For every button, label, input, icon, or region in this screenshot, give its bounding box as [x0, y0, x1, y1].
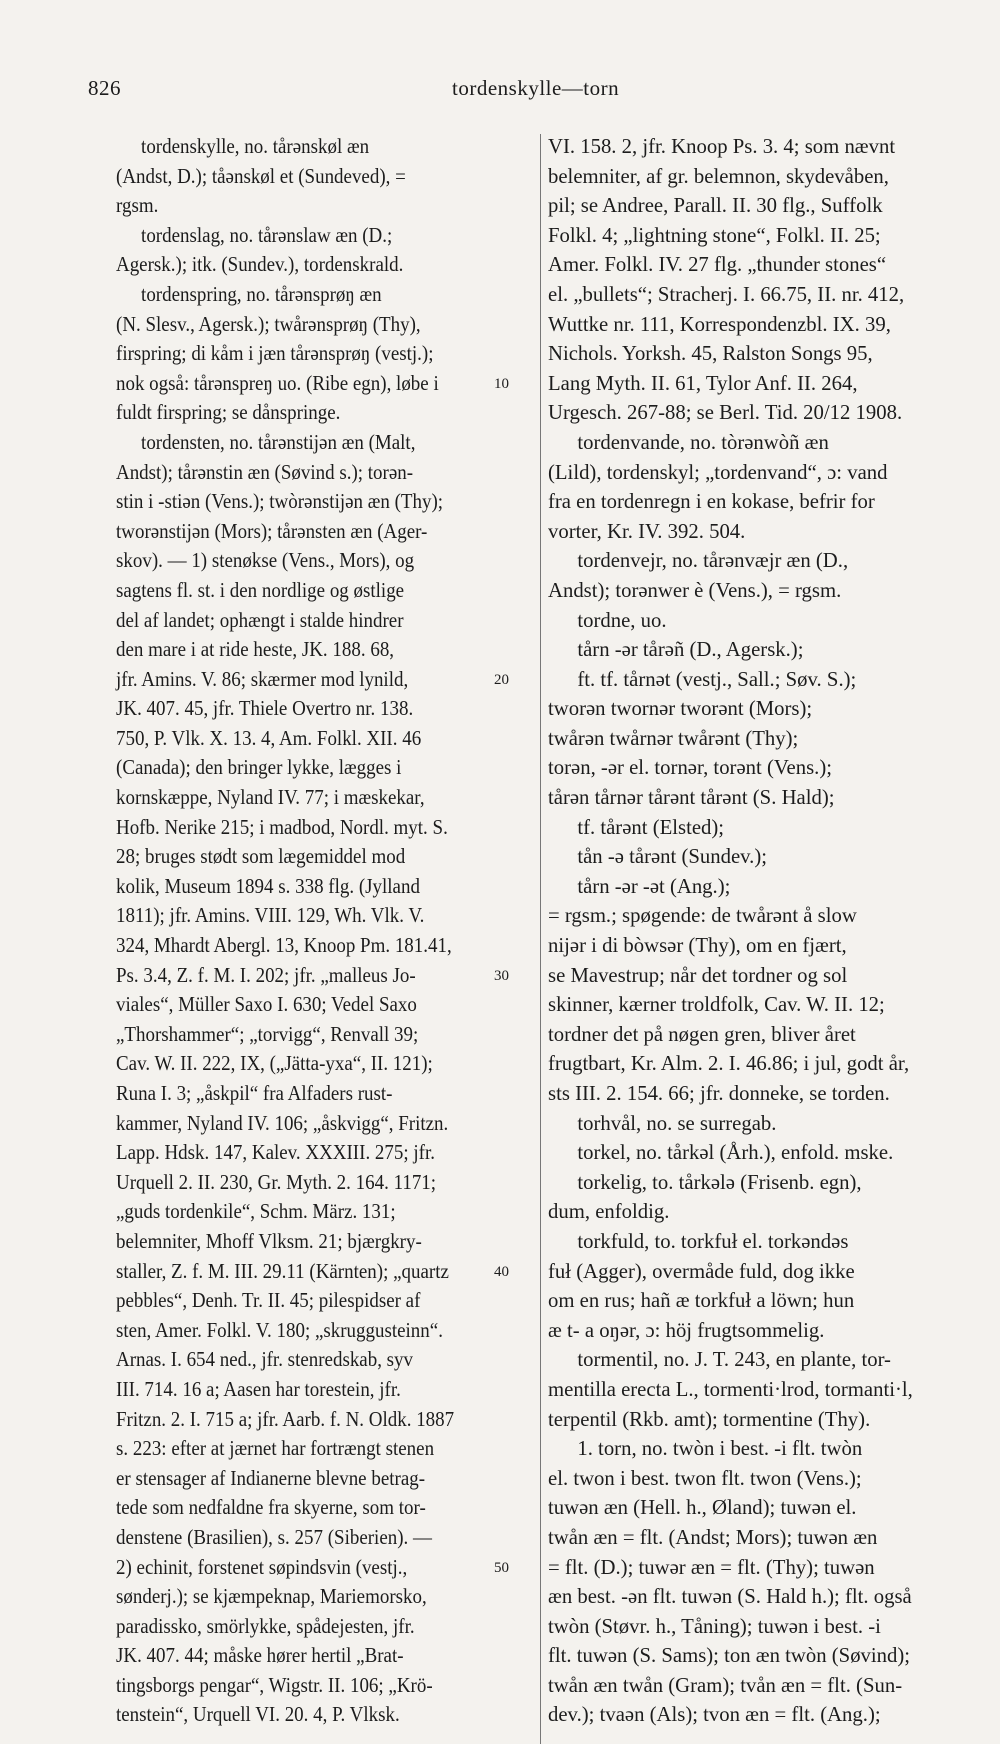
- right-column-line: Wuttke nr. 111, Korrespondenzbl. IX. 39,: [548, 311, 891, 336]
- left-column-line: paradissko, smörlykke, spådejesten, jfr.: [116, 1613, 415, 1638]
- right-column-line: tuwən æn (Hell. h., Øland); tuwən el.: [548, 1495, 857, 1520]
- right-column-line: twårən twårnər twårənt (Thy);: [548, 725, 799, 750]
- left-column-line: „guds tordenkile“, Schm. März. 131;: [116, 1199, 396, 1224]
- left-column-line: pebbles“, Denh. Tr. II. 45; pilespidser af: [116, 1288, 421, 1313]
- left-column-line: 1811); jfr. Amins. VIII. 129, Wh. Vlk. V.: [116, 903, 425, 928]
- left-column-line: den mare i at ride heste, JK. 188. 68,: [116, 637, 395, 662]
- left-column: [116, 132, 536, 1730]
- left-column-line: rgsm.: [116, 193, 159, 218]
- right-column-line: tordne, uo.: [577, 607, 667, 632]
- left-column-line: belemniter, Mhoff Vlksm. 21; bjærgkry-: [116, 1228, 422, 1253]
- margin-line-number: 40: [494, 1263, 509, 1280]
- right-column-line: tf. tårənt (Elsted);: [577, 814, 725, 839]
- right-column-line: = flt. (D.); tuwər æn = flt. (Thy); tuwən: [548, 1554, 875, 1579]
- left-column-line: (Canada); den bringer lykke, lægges i: [116, 755, 402, 780]
- right-column-line: ft. tf. tårnət (vestj., Sall.; Søv. S.);: [577, 666, 857, 691]
- left-column-line: tordenslag, no. tårənslaw æn (D.;: [141, 222, 393, 247]
- right-column-line: frugtbart, Kr. Alm. 2. I. 46.86; i jul, godt år,: [548, 1051, 910, 1076]
- right-column-line: æn best. -ən flt. tuwən (S. Hald h.); flt. også: [548, 1584, 912, 1609]
- right-column-line: tån -ə tårənt (Sundev.);: [577, 844, 768, 869]
- left-column-line: tordenskylle, no. tårənskøl æn: [141, 134, 370, 158]
- right-column-line: tordner det på nøgen gren, bliver året: [548, 1021, 856, 1046]
- right-column-line: flt. tuwən (S. Sams); ton æn twòn (Søvind);: [548, 1643, 911, 1668]
- right-column-line: el. „bullets“; Stracherj. I. 66.75, II. nr. 412,: [548, 281, 905, 306]
- left-column-line: fuldt firspring; se dånspringe.: [116, 400, 341, 425]
- right-column-line: twòn (Støvr. h., Tåning); tuwən i best. -i: [548, 1613, 881, 1638]
- right-column-line: tormentil, no. J. T. 243, en plante, tor-: [577, 1347, 891, 1372]
- left-column-line: sten, Amer. Folkl. V. 180; „skruggusteinn“.: [116, 1317, 443, 1342]
- right-column-line: tordenvande, no. tòrənwòñ æn: [577, 429, 829, 454]
- right-column-line: torkelig, to. tårkələ (Frisenb. egn),: [577, 1169, 862, 1194]
- right-column-line: vorter, Kr. IV. 392. 504.: [548, 518, 746, 543]
- left-column-line: nok også: tårənspreŋ uo. (Ribe egn), løbe i: [116, 370, 439, 395]
- left-column-line: Runa I. 3; „åskpil“ fra Alfaders rust-: [116, 1081, 393, 1105]
- left-column-line: Andst); tårənstin æn (Søvind s.); torən-: [116, 459, 414, 484]
- left-column-line: viales“, Müller Saxo I. 630; Vedel Saxo: [116, 992, 417, 1017]
- left-column-line: tede som nedfaldne fra skyerne, som tor-: [116, 1495, 426, 1520]
- left-column-line: „Thorshammer“; „torvigg“, Renvall 39;: [116, 1021, 419, 1046]
- right-column-line: Amer. Folkl. IV. 27 flg. „thunder stones“: [548, 252, 887, 277]
- right-column-line: el. twon i best. twon flt. twon (Vens.);: [548, 1465, 862, 1490]
- left-column-line: Agersk.); itk. (Sundev.), tordenskrald.: [116, 252, 404, 277]
- right-column-line: sts III. 2. 154. 66; jfr. donneke, se torden.: [548, 1081, 890, 1105]
- left-column-line: Lapp. Hdsk. 147, Kalev. XXXIII. 275; jfr.: [116, 1140, 435, 1165]
- left-column-line: staller, Z. f. M. III. 29.11 (Kärnten); „quartz: [116, 1258, 449, 1283]
- right-column-line: tordenvejr, no. tårənvæjr æn (D.,: [577, 548, 849, 573]
- left-column-line: kammer, Nyland IV. 106; „åskvigg“, Fritzn.: [116, 1110, 449, 1135]
- left-column-line: sønderj.); se kjæmpeknap, Mariemorsko,: [116, 1584, 427, 1609]
- right-column-line: om en rus; hañ æ torkfuł a löwn; hun: [548, 1288, 855, 1313]
- right-column-line: belemniter, af gr. belemnon, skydevåben,: [548, 163, 889, 188]
- right-column-line: twån æn = flt. (Andst; Mors); tuwən æn: [548, 1524, 878, 1549]
- right-column-line: torhvål, no. se surregab.: [577, 1110, 777, 1135]
- right-column-line: tworən twornər tworənt (Mors);: [548, 696, 813, 721]
- left-column-line: 28; bruges stødt som lægemiddel mod: [116, 844, 406, 869]
- right-column-line: 1. torn, no. twòn i best. -i flt. twòn: [577, 1436, 863, 1461]
- right-column-line: = rgsm.; spøgende: de twårənt å slow: [548, 903, 857, 928]
- left-column-line: III. 714. 16 a; Aasen har torestein, jfr.: [116, 1376, 401, 1401]
- left-column-line: skov). — 1) stenøkse (Vens., Mors), og: [116, 548, 415, 573]
- left-column-line: tingsborgs pengar“, Wigstr. II. 106; „Krö-: [116, 1672, 433, 1697]
- right-column-line: VI. 158. 2, jfr. Knoop Ps. 3. 4; som nævnt: [548, 134, 896, 158]
- left-column-line: jfr. Amins. V. 86; skærmer mod lynild,: [116, 666, 409, 691]
- page-number: 826: [88, 76, 121, 100]
- left-column-line: 324, Mhardt Abergl. 13, Knoop Pm. 181.41,: [116, 933, 452, 958]
- right-column: [548, 132, 1000, 1730]
- right-column-line: torən, -ər el. tornər, torənt (Vens.);: [548, 755, 832, 780]
- right-column-line: tårn -ər -ət (Ang.);: [577, 873, 731, 898]
- left-column-line: Fritzn. 2. I. 715 a; jfr. Aarb. f. N. Oldk. 1887: [116, 1406, 455, 1431]
- running-title: tordenskylle—torn: [452, 76, 620, 100]
- column-divider: [540, 134, 541, 1744]
- right-column-line: mentilla erecta L., tormenti·lrod, tormanti·l,: [548, 1376, 913, 1401]
- left-column-line: tordensten, no. tårənstijən æn (Malt,: [141, 429, 416, 454]
- right-column-line: tårən tårnər tårənt tårənt (S. Hald);: [548, 785, 835, 810]
- left-column-line: sagtens fl. st. i den nordlige og østlige: [116, 577, 405, 602]
- right-column-line: nijər i di bòwsər (Thy), om en fjært,: [548, 933, 847, 958]
- margin-line-number: 10: [494, 375, 509, 392]
- left-column-line: kornskæppe, Nyland IV. 77; i mæskekar,: [116, 785, 425, 810]
- right-column-line: Urgesch. 267-88; se Berl. Tid. 20/12 1908.: [548, 400, 903, 425]
- left-column-line: stin i -stiən (Vens.); twòrənstijən æn (Thy);: [116, 489, 444, 514]
- left-column-line: Ps. 3.4, Z. f. M. I. 202; jfr. „malleus Jo-: [116, 962, 416, 987]
- right-column-line: dum, enfoldig.: [548, 1199, 670, 1224]
- right-column-line: pil; se Andree, Parall. II. 30 flg., Suffolk: [548, 193, 883, 218]
- left-column-line: JK. 407. 44; måske hører hertil „Brat-: [116, 1643, 404, 1668]
- right-column-line: Nichols. Yorksh. 45, Ralston Songs 95,: [548, 341, 873, 366]
- left-column-line: tenstein“, Urquell VI. 20. 4, P. Vlksk.: [116, 1702, 400, 1727]
- right-column-line: tårn -ər tårəñ (D., Agersk.);: [577, 637, 804, 662]
- left-column-line: kolik, Museum 1894 s. 338 flg. (Jylland: [116, 873, 420, 898]
- right-column-line: dev.); tvaən (Als); tvon æn = flt. (Ang.);: [548, 1702, 881, 1727]
- right-column-line: Lang Myth. II. 61, Tylor Anf. II. 264,: [548, 370, 858, 395]
- right-column-line: Andst); torənwer è (Vens.), = rgsm.: [548, 577, 842, 602]
- right-column-line: torkfuld, to. torkfuł el. torkəndəs: [577, 1228, 849, 1253]
- left-column-line: er stensager af Indianerne blevne betrag-: [116, 1465, 426, 1490]
- left-column-line: tworənstijən (Mors); tårənsten æn (Ager-: [116, 518, 428, 543]
- left-column-line: (Andst, D.); tåənskøl et (Sundeved), =: [116, 163, 406, 188]
- left-column-line: Hofb. Nerike 215; i madbod, Nordl. myt. S.: [116, 814, 448, 839]
- left-column-line: JK. 407. 45, jfr. Thiele Overtro nr. 138.: [116, 696, 414, 721]
- left-column-line: Cav. W. II. 222, IX, („Jätta-yxa“, II. 121);: [116, 1051, 433, 1076]
- left-column-line: 750, P. Vlk. X. 13. 4, Am. Folkl. XII. 46: [116, 725, 422, 750]
- left-column-line: Urquell 2. II. 230, Gr. Myth. 2. 164. 1171;: [116, 1169, 437, 1194]
- left-column-line: (N. Slesv., Agersk.); twårənsprøŋ (Thy),: [116, 311, 421, 336]
- margin-line-number: 50: [494, 1559, 509, 1576]
- right-column-line: skinner, kærner troldfolk, Cav. W. II. 12;: [548, 992, 885, 1017]
- left-column-line: firspring; di kåm i jæn tårənsprøŋ (vestj.);: [116, 341, 434, 366]
- margin-line-number: 30: [494, 967, 509, 984]
- right-column-line: terpentil (Rkb. amt); tormentine (Thy).: [548, 1406, 871, 1431]
- left-column-line: 2) echinit, forstenet søpindsvin (vestj.,: [116, 1554, 408, 1579]
- left-column-line: s. 223: efter at jærnet har fortrængt stenen: [116, 1436, 435, 1461]
- left-column-line: del af landet; ophængt i stalde hindrer: [116, 607, 404, 632]
- right-column-line: æ t- a oŋər, ɔ: höj frugtsommelig.: [548, 1317, 825, 1342]
- left-column-line: tordenspring, no. tårənsprøŋ æn: [141, 281, 382, 306]
- right-column-line: fra en tordenregn i en kokase, befrir for: [548, 489, 875, 514]
- left-column-line: Arnas. I. 654 ned., jfr. stenredskab, syv: [116, 1347, 414, 1372]
- right-column-line: Folkl. 4; „lightning stone“, Folkl. II. 25;: [548, 222, 881, 247]
- right-column-line: fuł (Agger), overmåde fuld, dog ikke: [548, 1258, 855, 1283]
- margin-line-number: 20: [494, 671, 509, 688]
- right-column-line: torkel, no. tårkəl (Årh.), enfold. mske.: [577, 1140, 894, 1165]
- right-column-line: twån æn twån (Gram); tvån æn = flt. (Sun-: [548, 1672, 903, 1697]
- right-column-line: (Lild), tordenskyl; „tordenvand“, ɔ: vand: [548, 459, 888, 484]
- left-column-line: denstene (Brasilien), s. 257 (Siberien). —: [116, 1524, 432, 1549]
- right-column-line: se Mavestrup; når det tordner og sol: [548, 962, 848, 987]
